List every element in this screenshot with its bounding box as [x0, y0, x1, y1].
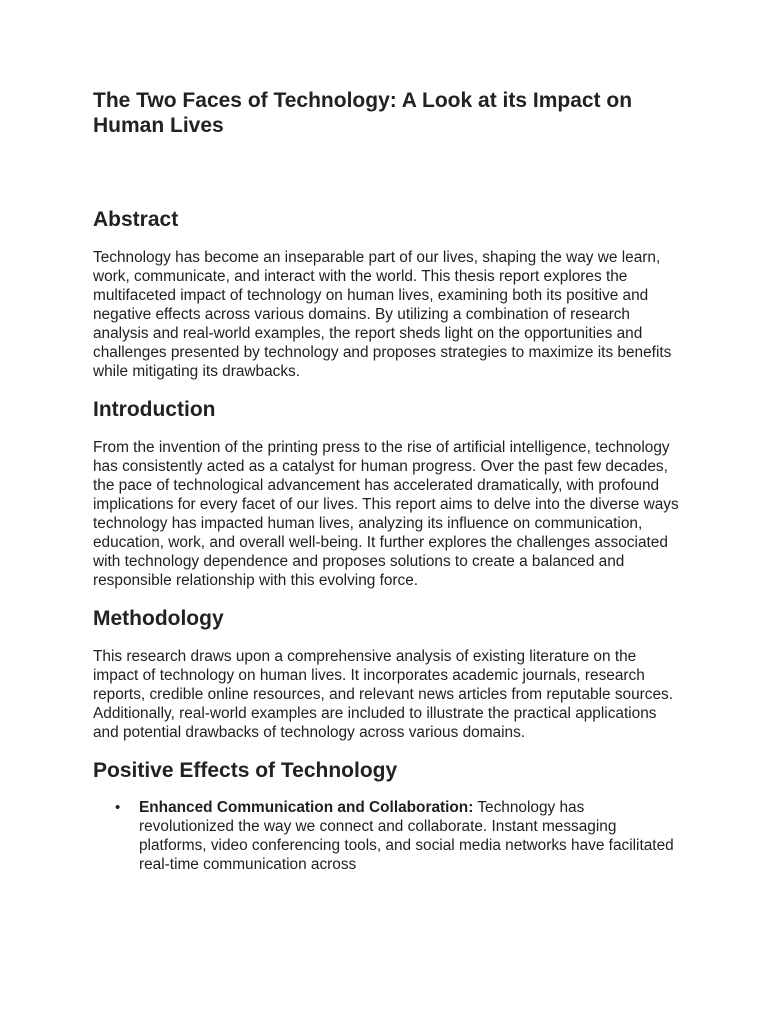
positive-effects-list — [93, 798, 683, 874]
introduction-heading: Introduction — [93, 398, 216, 421]
abstract-paragraph: Technology has become an inseparable part of our lives, shaping the way we learn, work, communicate, and interact with the world. This thesis report explores the multifaceted impact of technology on human lives, examining both its positive and negative effects across various domains. By utilizing a combination of research analysis and real-world examples, the report sheds light on the opportunities and challenges presented by technology and proposes strategies to maximize its benefits while mitigating its drawbacks. — [93, 249, 672, 380]
document-title: The Two Faces of Technology: A Look at its Impact on Human Lives — [93, 89, 633, 137]
introduction-paragraph: From the invention of the printing press to the rise of artificial intelligence, technology has consistently acted as a catalyst for human progress. Over the past few decades, the pace of technological advancement has accelerated dramatically, with profound implications for every facet of our lives. This report aims to delve into the diverse ways technology has impacted human lives, analyzing its influence on communication, education, work, and overall well-being. It further explores the challenges associated with technology dependence and proposes solutions to create a balanced and responsible relationship with this evolving force. — [93, 439, 679, 589]
methodology-heading: Methodology — [93, 607, 224, 630]
bullet-lead-text: Enhanced Communication and Collaboration: — [139, 799, 474, 816]
positive-effects-heading: Positive Effects of Technology — [93, 759, 398, 782]
list-item — [93, 798, 683, 874]
abstract-heading: Abstract — [93, 208, 179, 231]
bullet-body-text: Technology has revolutionized the way we connect and collaborate. Instant messaging platforms, video conferencing tools, and social media networks have facilitated real-time communication across — [139, 799, 674, 873]
methodology-paragraph: This research draws upon a comprehensive analysis of existing literature on the impact of technology on human lives. It incorporates academic journals, research reports, credible online resources, and relevant news articles from reputable sources. Additionally, real-world examples are included to illustrate the practical applications and potential drawbacks of technology across various domains. — [93, 648, 673, 741]
bullet-icon: • — [115, 799, 121, 816]
document-page — [93, 88, 683, 874]
